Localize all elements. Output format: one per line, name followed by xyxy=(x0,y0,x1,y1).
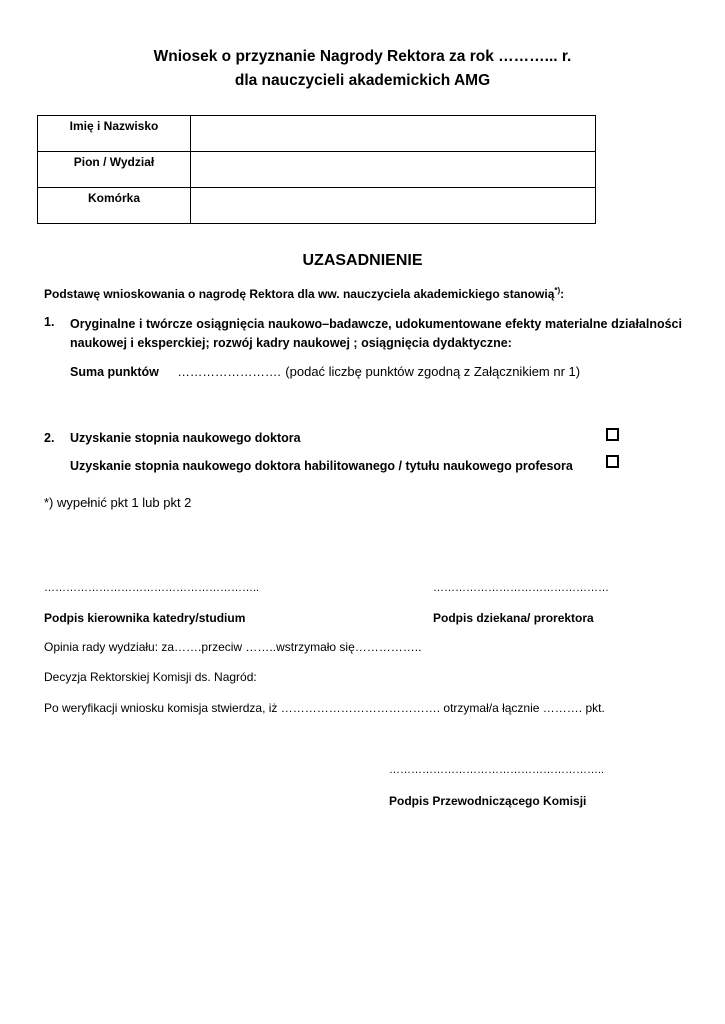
name-field[interactable] xyxy=(191,116,596,152)
item2-number: 2. xyxy=(44,431,55,445)
habilitation-degree-checkbox[interactable] xyxy=(606,455,619,468)
department-field[interactable] xyxy=(191,152,596,188)
points-sum-field[interactable]: ……………………. xyxy=(177,365,281,379)
head-signature-line[interactable]: ………………………………………………….. xyxy=(44,582,260,594)
item1-number: 1. xyxy=(44,315,55,329)
dean-signature-line[interactable]: ………………………………………… xyxy=(433,582,609,594)
document-title-line1: Wniosek o przyznanie Nagrody Rektora za rok ………... r. xyxy=(153,48,572,65)
intro-colon: : xyxy=(560,287,565,301)
doctor-degree-label: Uzyskanie stopnia naukowego doktora xyxy=(70,431,301,445)
points-sum-note: (podać liczbę punktów zgodną z Załącznikiem nr 1) xyxy=(285,364,581,379)
department-label: Pion / Wydział xyxy=(38,152,191,188)
name-label: Imię i Nazwisko xyxy=(38,116,191,152)
dean-signature-label: Podpis dziekana/ prorektora xyxy=(433,611,594,625)
unit-label: Komórka xyxy=(38,188,191,224)
unit-field[interactable] xyxy=(191,188,596,224)
table-row xyxy=(38,188,596,224)
verification-statement: Po weryfikacji wniosku komisja stwierdza, iż …………………………………. otrzymał/a łącznie ………. pkt. xyxy=(44,701,605,715)
intro-text: Podstawę wnioskowania o nagrodę Rektora dla ww. nauczyciela akademickiego stanowią xyxy=(44,287,555,301)
chair-signature-line[interactable]: ………………………………………………….. xyxy=(389,764,605,776)
points-sum-label: Suma punktów xyxy=(70,365,159,379)
justification-intro xyxy=(44,286,564,301)
committee-decision: Decyzja Rektorskiej Komisji ds. Nagród: xyxy=(44,670,257,684)
table-row xyxy=(38,116,596,152)
item1-text: Oryginalne i twórcze osiągnięcia naukowo–badawcze, udokumentowane efekty materialne działalności naukowej i eksperckiej; rozwój kadry naukowej ; osiągnięcia dydaktyczne: xyxy=(70,317,682,350)
table-row xyxy=(38,152,596,188)
footnote-marker: *) xyxy=(554,286,561,295)
justification-heading: UZASADNIENIE xyxy=(302,252,423,269)
document-title-line2: dla nauczycieli akademickich AMG xyxy=(234,72,491,89)
points-sum-row xyxy=(70,363,580,381)
chair-signature-label: Podpis Przewodniczącego Komisji xyxy=(389,794,587,808)
head-signature-label: Podpis kierownika katedry/studium xyxy=(44,611,246,625)
habilitation-degree-label: Uzyskanie stopnia naukowego doktora habilitowanego / tytułu naukowego profesora xyxy=(70,459,573,473)
doctor-degree-checkbox[interactable] xyxy=(606,428,619,441)
council-opinion: Opinia rady wydziału: za…….przeciw ……..wstrzymało się…………….. xyxy=(44,640,422,654)
personal-info-table xyxy=(37,115,596,224)
footnote-text: *) wypełnić pkt 1 lub pkt 2 xyxy=(44,495,192,510)
